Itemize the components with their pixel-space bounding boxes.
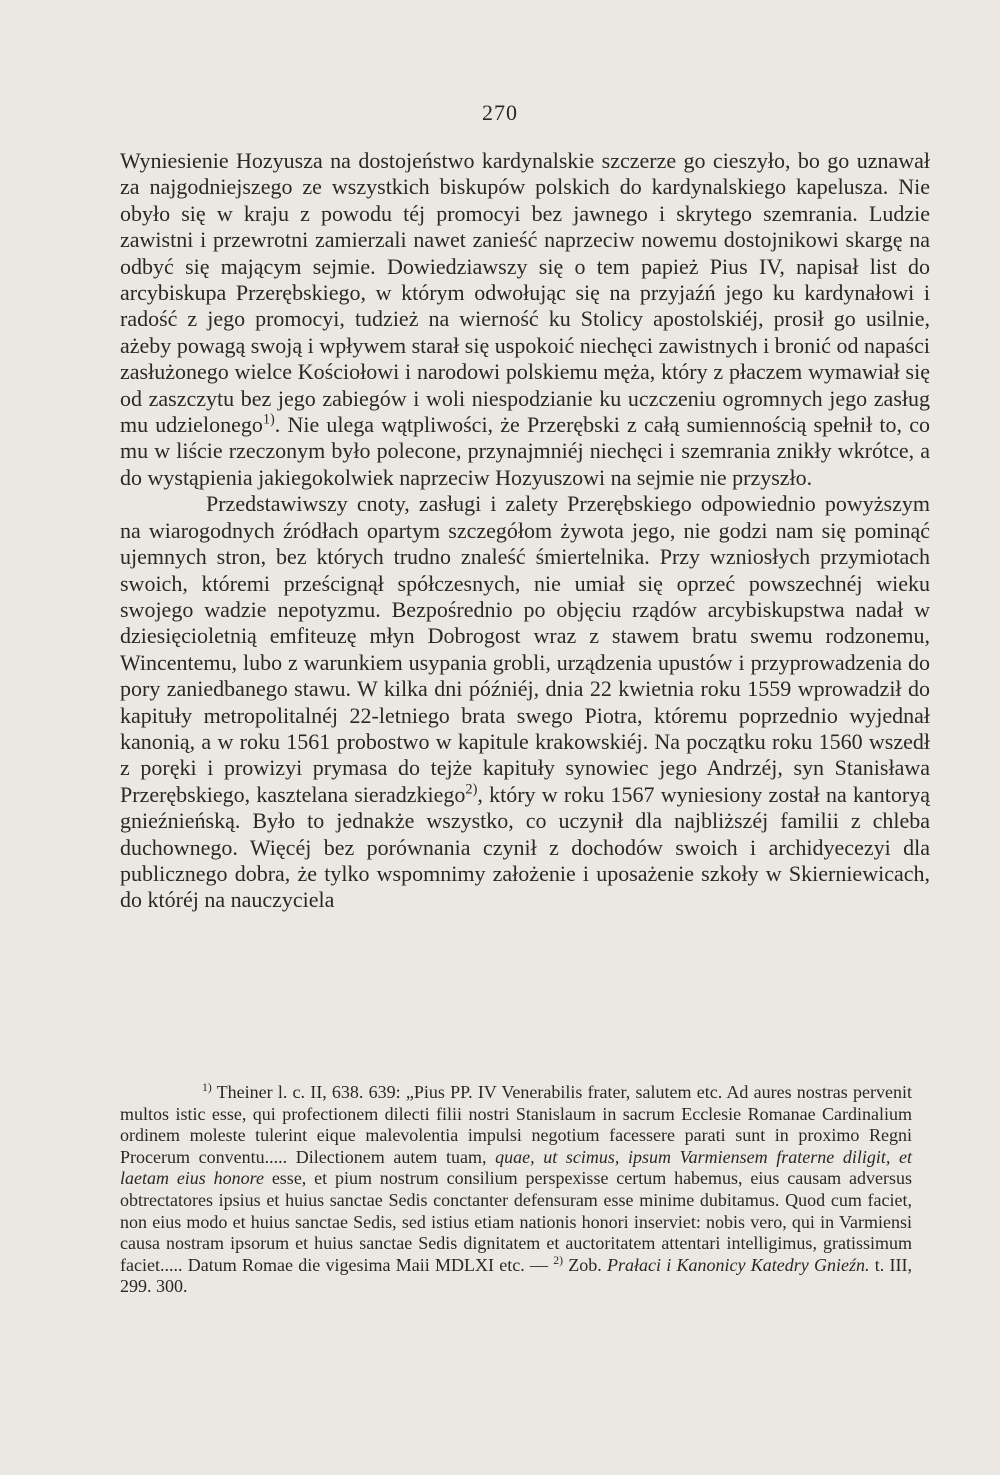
- footnote-reference: 1): [262, 411, 275, 428]
- paragraph: [120, 148, 930, 491]
- paragraph-text: , który w roku 1567 wyniesiony został na kantoryą gnieźnieńską. Było to jednakże wszystko, co uczynił dla najbliższéj familii z chleba duchownego. Więcéj bez porównania czynił z dochodów swoich i archidyecezyi dla publicznego dobra, że tylko wspomnimy założenie i uposażenie szkoły w Skierniewicach, do któréj na nauczyciela: [120, 781, 931, 913]
- footnote-italic-text: quae, ut scimus, ipsum Varmiensem fraterne diligit, et laetam eius honore: [120, 1146, 913, 1189]
- footnote-italic-text: Prałaci i Kanonicy Katedry Gnieźn.: [606, 1254, 870, 1275]
- paragraph: [120, 491, 930, 914]
- footnote-text: Zob.: [562, 1254, 607, 1275]
- paragraph-text: Przedstawiwszy cnoty, zasługi i zalety Przerębskiego odpowiednio powyższym na wiarogodnych źródłach opartym szczegółom żywota jego, nie godzi nam się pominąć ujemnych stron, bez których trudno znaleść śmiertelnika. Przy wzniosłych przymiotach swoich, któremi prześcignął spółczesnych, nie umiał się oprzeć powszechnéj wieku swojego wadzie nepotyzmu. Bezpośrednio po objęciu rządów arcybiskupstwa nadał w dziesięcioletnią emfiteuzę młyn Dobrogost wraz z stawem bratu swemu rodzonemu, Wincentemu, lubo z warunkiem usypania grobli, urządzenia upustów i przyprowadzenia do pory zaniedbanego stawu. W kilka dni późniéj, dnia 22 kwietnia roku 1559 wprowadził do kapituły metropolitalnéj 22-letniego brata swego Piotra, któremu poprzednio wyjednał kanonią, a w roku 1561 probostwo w kapitule krakowskiéj. Na początku roku 1560 wszedł z poręki i prowizyi prymasa do tejże kapituły synowiec jego Andrzéj, syn Stanisława Przerębskiego, kasztelana sieradzkiego: [120, 491, 930, 807]
- page-number: 270: [482, 100, 518, 125]
- footnote-text: esse, et pium nostrum consilium perspexisse certum habemus, eius causam adversus obtrectatores ipsius et huius sanctae Sedis conctanter defensuram esse minime dubitamus. Quod cum faciet, non eius modo et huius sanctae Sedis, sed istius etiam nationis honori inserviet: nobis vero, qui in Varmiensi causa nostram ipsorum et huius sanctae Sedis dignitatem et auctoritatem attentari intelligimus, gratissimum faciet..... Datum Romae die vigesima Maii MDLXI etc. —: [120, 1168, 913, 1275]
- footnote-marker: 2): [553, 1253, 563, 1267]
- footnotes: [120, 1082, 912, 1298]
- footnote-text: t. III, 299. 300.: [120, 1254, 912, 1297]
- paragraph-text: Wyniesienie Hozyusza na dostojeństwo kardynalskie szczerze go cieszyło, bo go uznawał za najgodniejszego ze wszystkich biskupów polskich do kardynalskiego kapelusza. Nie obyło się w kraju z powodu téj promocyi bez jawnego i skrytego szemrania. Ludzie zawistni i przewrotni zamierzali nawet zanieść naprzeciw nowemu dostojnikowi skargę na odbyć się mającym sejmie. Dowiedziawszy się o tem papież Pius IV, napisał list do arcybiskupa Przerębskiego, w którym odwołując się na przyjaźń jego ku kardynałowi i radość z jego promocyi, tudzież na wierność ku Stolicy apostolskiéj, prosił go usilnie, ażeby powagą swoją i wpływem starał się uspokoić niechęci zawistnych i bronić od napaści zasłużonego wielce Kościołowi i narodowi polskiemu męża, który z płaczem wymawiał się od zaszczytu bez jego zabiegów i woli niespodzianie ku uczczeniu ogromnych jego zasług mu udzielonego: [120, 148, 930, 438]
- footnote-reference: 2): [465, 781, 478, 798]
- paragraph-text: . Nie ulega wątpliwości, że Przerębski z całą sumiennością spełnił to, co mu w liście rzeczonym było polecone, przynajmniéj niechęci i szemrania znikły wkrótce, a do wystąpienia jakiegokolwiek naprzeciw Hozyuszowi na sejmie nie przyszło.: [120, 412, 930, 490]
- footnote-text: Theiner l. c. II, 638. 639: „Pius PP. IV Venerabilis frater, salutem etc. Ad aures nostras pervenit multos istic esse, qui profectionem dilecti filii nostri Stanislaum in sacrum Ecclesie Romanae Cardinalium ordinem moleste tulerint eique malevolentia impulsi negotium facessere parati sunt in proximo Regni Procerum conventu..... Dilectionem autem tuam,: [120, 1082, 912, 1167]
- footnote: [120, 1082, 912, 1298]
- main-text: [120, 148, 930, 914]
- footnote-marker: 1): [202, 1081, 212, 1094]
